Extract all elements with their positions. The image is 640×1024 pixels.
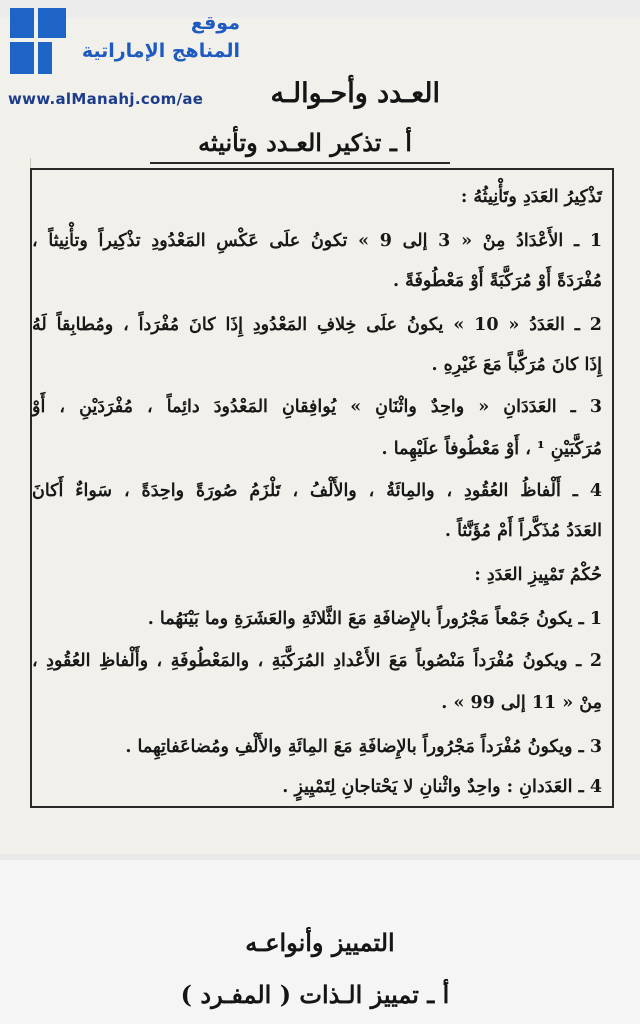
rule-line: مُرَكَّبَيْنِ ¹ ، أَوْ مَعْطُوفاً علَيْهِما . <box>381 439 602 459</box>
faded-margin-column <box>0 158 31 808</box>
rule-line: إِذَا كانَ مُرَكَّباً مَعَ غَيْرِهِ . <box>431 355 602 375</box>
page-title: العـدد وأحـوالـه <box>270 78 440 109</box>
rule-line: 3 ـ العَدَدَانِ « واحِدٌ واثْنَانِ » يُوافِقانِ المَعْدُودَ دائِماً ، مُفْرَدَيْنِ ، أَوْ <box>32 397 602 417</box>
rule-line: 1 ـ الأَعْدَادُ مِنْ « 3 إلى 9 » تكونُ علَى عَكْسِ المَعْدُودِ تذْكِيراً وتأْنِيثاً ، <box>32 231 603 251</box>
rule-line: 3 ـ ويكونُ مُفْرَداً مَجْرُوراً بالإِضافَةِ مَعَ المِائَةِ والأَلْفِ ومُضاعَفاتِهِما . <box>125 737 602 757</box>
section-heading-gender: تَذْكِيرُ العَدَدِ وتَأْنِيثُهُ : <box>460 187 602 207</box>
rule-line: 4 ـ أَلْفاظُ العُقُودِ ، والمِائَةُ ، والأَلْفُ ، تَلْزَمُ صُورَةً واحِدَةً ، سَواءٌ أَكانَ <box>32 481 602 501</box>
rule-line: مِنْ « 11 إلى 99 » . <box>441 693 602 713</box>
next-page-subtitle: أ ـ تمييز الـذات ( المفـرد ) <box>180 980 450 1009</box>
watermark-url: www.alManahj.com/ae <box>8 90 204 108</box>
rule-line: 2 ـ العَدَدُ « 10 » يكونُ علَى خِلافِ المَعْدُودِ إِذَا كانَ مُفْرَداً ، ومُطابِقاً لَهُ <box>32 315 602 335</box>
top-strip <box>0 0 640 18</box>
next-page-title: التمييز وأنواعـه <box>245 928 395 957</box>
rule-line: 4 ـ العَدَدانِ : واحِدٌ واثْنانِ لا يَحْتاجانِ لِتَمْيِيزٍ . <box>282 777 602 797</box>
title-underline <box>150 162 450 164</box>
rule-line: مُفْرَدَةً أَوْ مُرَكَّبَةً أَوْ مَعْطُوفَةً . <box>392 271 602 291</box>
watermark-site-name: المناهج الإماراتية <box>81 40 240 62</box>
rule-line: 2 ـ ويكونُ مُفْرَداً مَنْصُوباً مَعَ الأَعْدادِ المُرَكَّبَةِ ، والمَعْطُوفَةِ ، وأَلْفاظِ العُقُودِ ، <box>32 651 602 671</box>
watermark-site-label: موقع <box>190 12 240 34</box>
rule-line: 1 ـ يكونُ جَمْعاً مَجْرُوراً بالإِضافَةِ مَعَ الثَّلاثَةِ والعَشَرَةِ وما بَيْنَهُما . <box>147 609 602 629</box>
rule-line: العَدَدُ مُذَكَّراً أَمْ مُؤَنَّثاً . <box>444 521 602 541</box>
section-title: أ ـ تذكير العـدد وتأنيثه <box>198 128 412 157</box>
section-heading-specifier: حُكْمُ تَمْيِيزِ العَدَدِ : <box>474 565 602 585</box>
site-logo-icon <box>10 8 66 74</box>
